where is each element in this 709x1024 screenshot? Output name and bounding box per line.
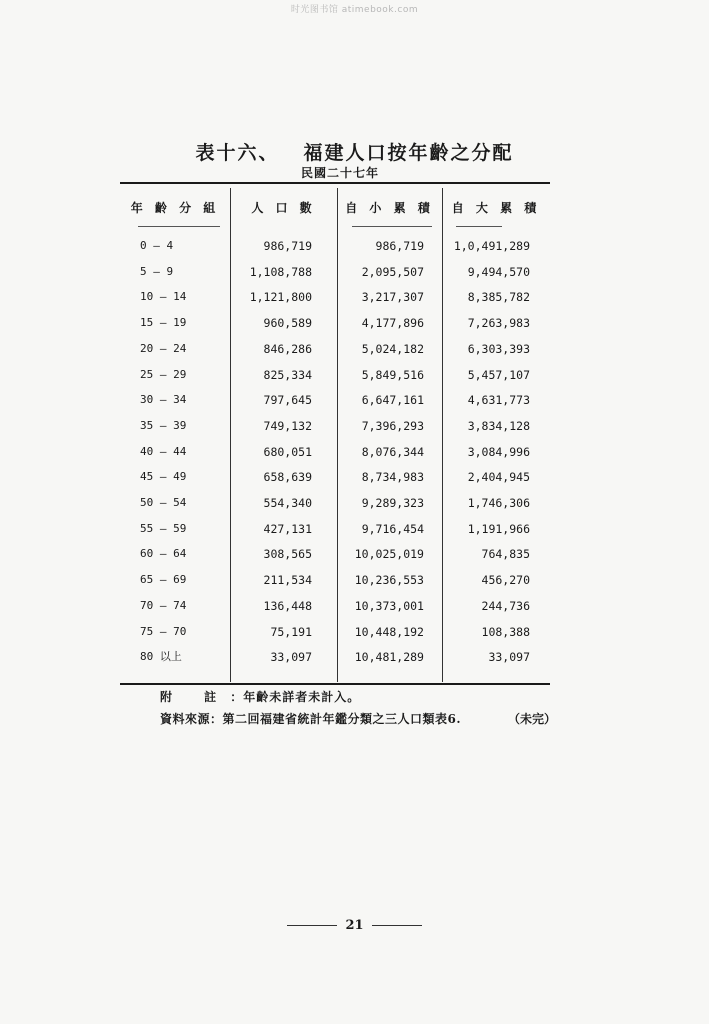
cell-age-group: 0 — 4 [140,239,174,252]
header-cumulative-descending: 自 大 累 積 [451,201,541,215]
header-underline [138,226,220,227]
cell-cumulative-descending: 2,404,945 [467,470,530,485]
cell-age-group: 80 以上 [140,650,182,664]
cell-cumulative-descending: 6,303,393 [467,341,530,356]
cell-cumulative-ascending: 10,373,001 [354,598,424,613]
cell-cumulative-descending: 3,084,996 [467,444,530,459]
page-number-dash [372,925,422,926]
continued-marker: （未完） [508,712,557,726]
cell-cumulative-descending: 1,191,966 [467,521,530,536]
table-subtitle: 民國二十七年 [300,166,379,180]
top-rule [120,182,550,184]
page-number-dash [287,925,337,926]
cell-cumulative-descending: 1,746,306 [467,496,530,510]
header-cumulative-ascending: 自 小 累 積 [345,201,434,215]
cell-cumulative-ascending: 3,217,307 [361,290,424,305]
cell-population: 308,565 [263,547,312,562]
cell-age-group: 60 — 64 [140,547,187,561]
table-number: 表十六、 [195,142,280,164]
cell-age-group: 15 — 19 [140,316,187,330]
cell-cumulative-ascending: 986,719 [375,239,424,253]
source-text: ：第二回福建省統計年鑑分類之三人口類表6. [210,712,462,726]
cell-cumulative-descending: 108,388 [481,624,530,639]
cell-age-group: 10 — 14 [140,290,187,304]
cell-population: 1,108,788 [249,264,312,279]
header-underline [352,226,432,227]
population-table [120,182,550,685]
cell-cumulative-descending: 5,457,107 [467,367,530,382]
cell-cumulative-ascending: 8,734,983 [361,470,424,485]
cell-cumulative-descending: 764,835 [481,547,530,562]
cell-population: 680,051 [263,444,312,459]
cell-cumulative-ascending: 9,716,454 [361,521,424,536]
table-title-text: 福建人口按年齡之分配 [303,142,514,164]
cell-population: 75,191 [270,624,312,639]
cell-population: 554,340 [263,496,312,510]
source-note [160,710,461,727]
cell-population: 427,131 [263,521,312,536]
cell-age-group: 40 — 44 [140,444,187,458]
header-age-group: 年 齡 分 組 [130,201,220,215]
cell-cumulative-ascending: 9,289,323 [361,496,424,510]
cell-population: 846,286 [263,341,312,356]
cell-cumulative-ascending: 10,236,553 [354,573,424,588]
cell-cumulative-ascending: 10,025,019 [354,547,424,562]
cell-population: 658,639 [263,470,312,485]
cell-cumulative-descending: 8,385,782 [467,290,530,305]
cell-age-group: 65 — 69 [140,573,187,587]
watermark: 时光图书馆 atimebook.com [290,5,419,15]
source-label: 資料來源 [160,712,211,726]
column-divider [337,188,338,682]
cell-cumulative-descending: 7,263,983 [467,316,530,331]
page-number-text: 21 [345,918,364,933]
cell-age-group: 30 — 34 [140,393,187,407]
header-population: 人 口 數 [251,201,316,215]
bottom-rule [120,683,550,685]
cell-age-group: 50 — 54 [140,496,187,509]
cell-population: 749,132 [263,418,312,433]
cell-population: 825,334 [263,367,312,382]
table-title [0,138,709,165]
cell-age-group: 75 — 70 [140,624,187,638]
cell-age-group: 45 — 49 [140,470,187,484]
cell-age-group: 55 — 59 [140,521,187,535]
cell-age-group: 25 — 29 [140,367,187,381]
footnote [160,688,360,705]
column-divider [230,188,231,682]
footnote-text: ：年齡未詳者未計入。 [230,690,361,704]
cell-cumulative-ascending: 10,448,192 [354,624,424,639]
cell-age-group: 20 — 24 [140,341,187,355]
cell-cumulative-ascending: 4,177,896 [361,316,424,331]
cell-cumulative-ascending: 8,076,344 [361,444,424,459]
cell-cumulative-descending: 3,834,128 [467,418,530,433]
cell-cumulative-ascending: 7,396,293 [361,418,424,433]
cell-cumulative-ascending: 5,849,516 [361,367,424,382]
cell-population: 33,097 [270,650,312,665]
cell-cumulative-descending: 4,631,773 [467,393,530,408]
cell-cumulative-ascending: 2,095,507 [361,264,424,279]
cell-cumulative-ascending: 10,481,289 [354,650,424,665]
cell-age-group: 70 — 74 [140,598,187,612]
footnote-label: 附 註 [160,690,231,704]
cell-cumulative-descending: 9,494,570 [467,264,530,279]
cell-cumulative-ascending: 6,647,161 [361,393,424,408]
cell-age-group: 35 — 39 [140,418,187,432]
page-number [0,918,709,933]
cell-population: 136,448 [263,598,312,613]
cell-population: 960,589 [263,316,312,331]
cell-age-group: 5 — 9 [140,264,174,278]
cell-population: 211,534 [263,573,312,588]
cell-population: 1,121,800 [249,290,312,305]
cell-population: 797,645 [263,393,312,408]
header-underline [456,226,502,227]
cell-cumulative-ascending: 5,024,182 [361,341,424,356]
cell-cumulative-descending: 244,736 [481,598,530,613]
cell-population: 986,719 [263,239,312,253]
cell-cumulative-descending: 456,270 [481,573,530,588]
cell-cumulative-descending: 1,0,491,289 [453,239,530,253]
cell-cumulative-descending: 33,097 [488,650,530,665]
